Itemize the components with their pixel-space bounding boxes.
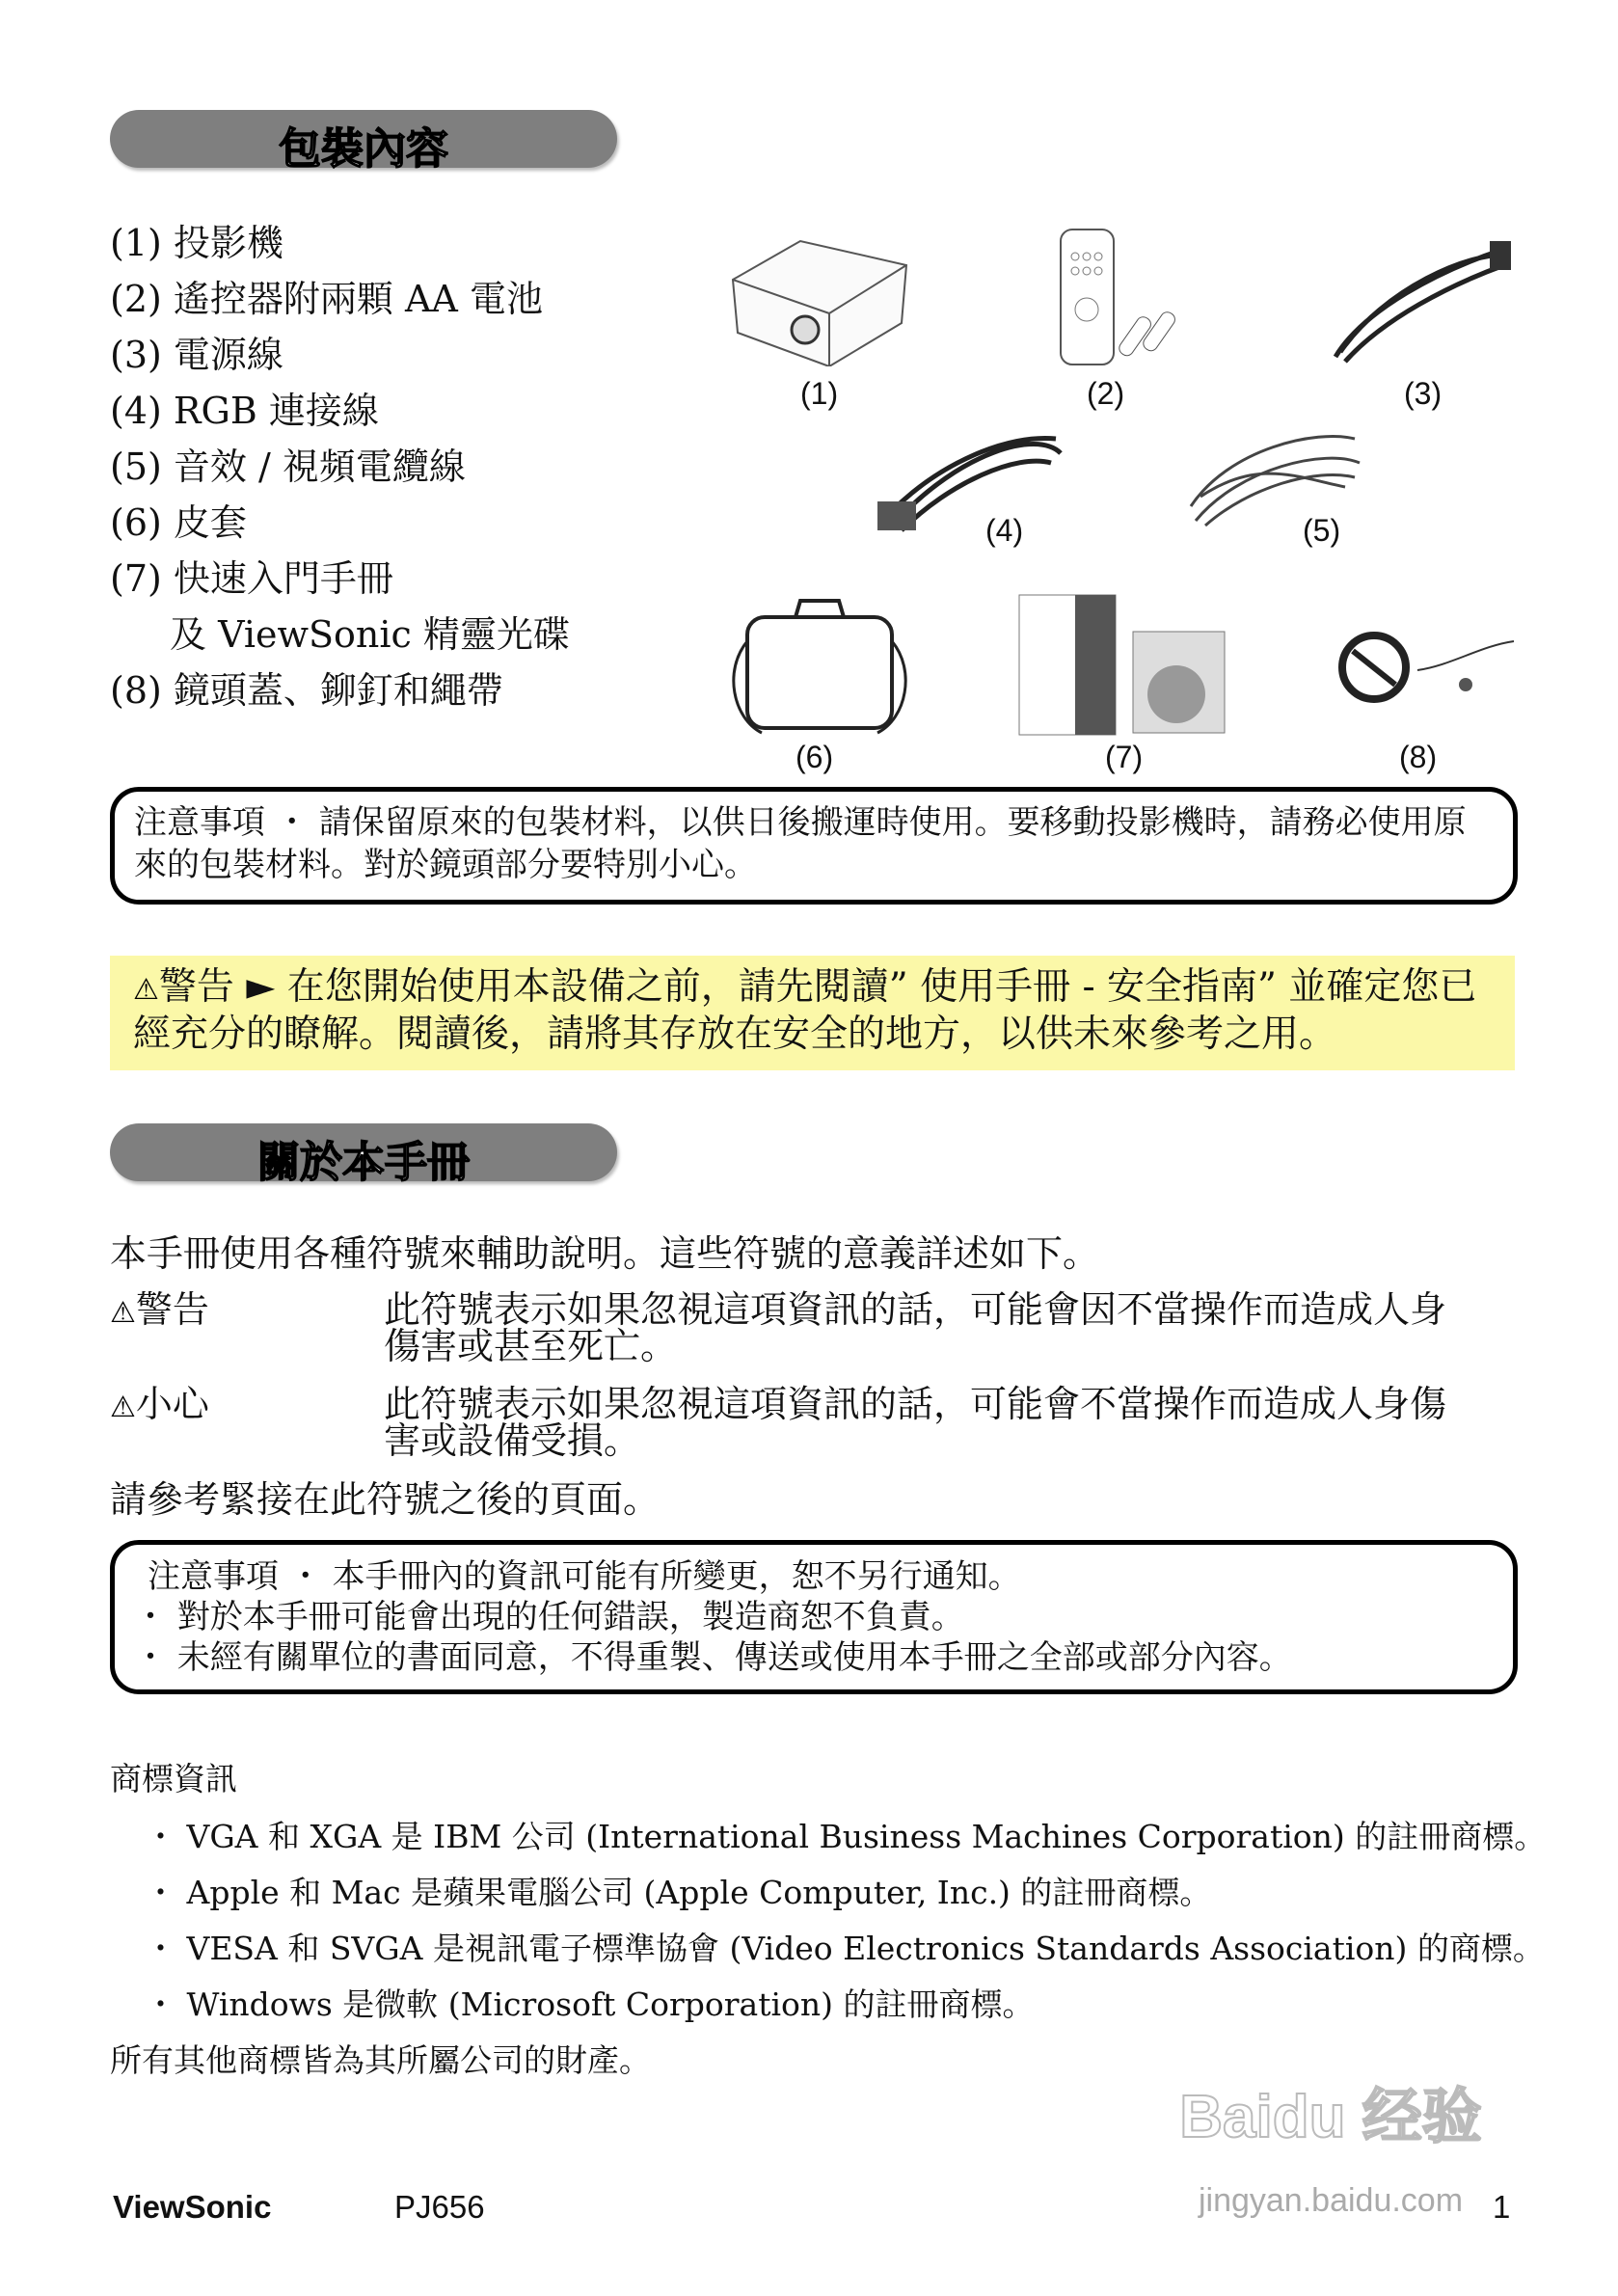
caution-triangle-icon: ⚠ — [110, 1391, 136, 1424]
list-item: (8) 鏡頭蓋、鉚釘和繩帶 — [110, 669, 503, 712]
trademark-item: ・ Apple 和 Mac 是蘋果電腦公司 (Apple Computer, Inc.) 的註冊商標。 — [145, 1874, 1212, 1911]
trademark-title: 商標資訊 — [110, 1760, 237, 1797]
power-cord-image — [1326, 231, 1519, 366]
list-item: (6) 皮套 — [110, 501, 247, 544]
watermark-url: jingyan.baidu.com — [1198, 2182, 1464, 2219]
image-caption: (5) — [1303, 513, 1341, 548]
projector-image — [723, 222, 916, 366]
arrow-icon: ► — [246, 965, 276, 1009]
list-item: (5) 音效 / 視頻電纜線 — [110, 446, 466, 488]
note-box-manual: 注意事項 ・ 本手冊內的資訊可能有所變更，恕不另行通知。 ・ 對於本手冊可能會出現的任何錯誤，製造商恕不負責。 ・ 未經有關單位的書面同意，不得重製、傳送或使用本手冊之全部或部分內容。 — [110, 1540, 1518, 1694]
symbol-caution-desc: 害或設備受損。 — [384, 1419, 641, 1462]
baidu-watermark-logo: Baidu 经验 jingyan.baidu.com — [1138, 2083, 1524, 2220]
symbol-caution-label: ⚠小心 — [110, 1383, 209, 1425]
trademark-footer: 所有其他商標皆為其所屬公司的財產。 — [110, 2041, 651, 2079]
rgb-cable-image — [873, 424, 1065, 550]
lens-cap-image — [1335, 627, 1519, 714]
quick-start-guide-image — [1017, 593, 1229, 738]
warning-banner: ⚠警告 ► 在您開始使用本設備之前，請先閱讀” 使用手冊 - 安全指南” 並確定您已經充分的瞭解。閱讀後，請將其存放在安全的地方，以供未來參考之用。 — [110, 956, 1515, 1070]
list-item: (4) RGB 連接線 — [110, 390, 379, 432]
list-item: (3) 電源線 — [110, 334, 283, 376]
list-item: (1) 投影機 — [110, 222, 283, 264]
page-number: 1 — [1493, 2189, 1511, 2225]
trademark-item: ・ VESA 和 SVGA 是視訊電子標準協會 (Video Electronics Standards Association) 的商標。 — [145, 1930, 1545, 1967]
manual-intro: 本手冊使用各種符號來輔助說明。這些符號的意義詳述如下。 — [110, 1232, 1100, 1275]
list-item: (2) 遙控器附兩顆 AA 電池 — [110, 278, 543, 320]
symbol-warning-desc: 傷害或甚至死亡。 — [384, 1325, 678, 1367]
list-item: (7) 快速入門手冊 — [110, 557, 393, 600]
warning-triangle-icon: ⚠ — [110, 1296, 136, 1330]
image-caption: (7) — [1105, 740, 1144, 774]
trademark-item: ・ VGA 和 XGA 是 IBM 公司 (International Business Machines Corporation) 的註冊商標。 — [145, 1818, 1547, 1855]
warning-triangle-icon: ⚠ — [133, 973, 159, 1007]
section-heading-contents: 包裝內容 — [110, 110, 617, 168]
image-caption: (4) — [985, 513, 1024, 548]
image-caption: (6) — [796, 740, 834, 774]
remote-control-image — [1056, 228, 1200, 367]
carrying-case-image — [723, 593, 916, 738]
symbol-warning-label: ⚠警告 — [110, 1288, 209, 1331]
list-item: 及 ViewSonic 精靈光碟 — [170, 613, 570, 656]
image-caption: (1) — [800, 376, 839, 411]
footer-model: PJ656 — [394, 2189, 485, 2225]
image-caption: (2) — [1087, 376, 1125, 411]
trademark-item: ・ Windows 是微軟 (Microsoft Corporation) 的註冊商標。 — [145, 1985, 1035, 2023]
image-caption: (8) — [1399, 740, 1438, 774]
refer-text: 請參考緊接在此符號之後的頁面。 — [110, 1478, 661, 1521]
image-caption: (3) — [1404, 376, 1443, 411]
footer-brand: ViewSonic — [113, 2189, 272, 2225]
symbol-caution-desc: 此符號表示如果忽視這項資訊的話，可能會不當操作而造成人身傷 — [384, 1383, 1447, 1425]
symbol-warning-desc: 此符號表示如果忽視這項資訊的話，可能會因不當操作而造成人身 — [384, 1288, 1447, 1331]
note-box-packaging: 注意事項 ・ 請保留原來的包裝材料，以供日後搬運時使用。要移動投影機時，請務必使用原來的包裝材料。對於鏡頭部分要特別小心。 — [110, 787, 1518, 905]
section-heading-manual: 關於本手冊 — [110, 1123, 617, 1181]
